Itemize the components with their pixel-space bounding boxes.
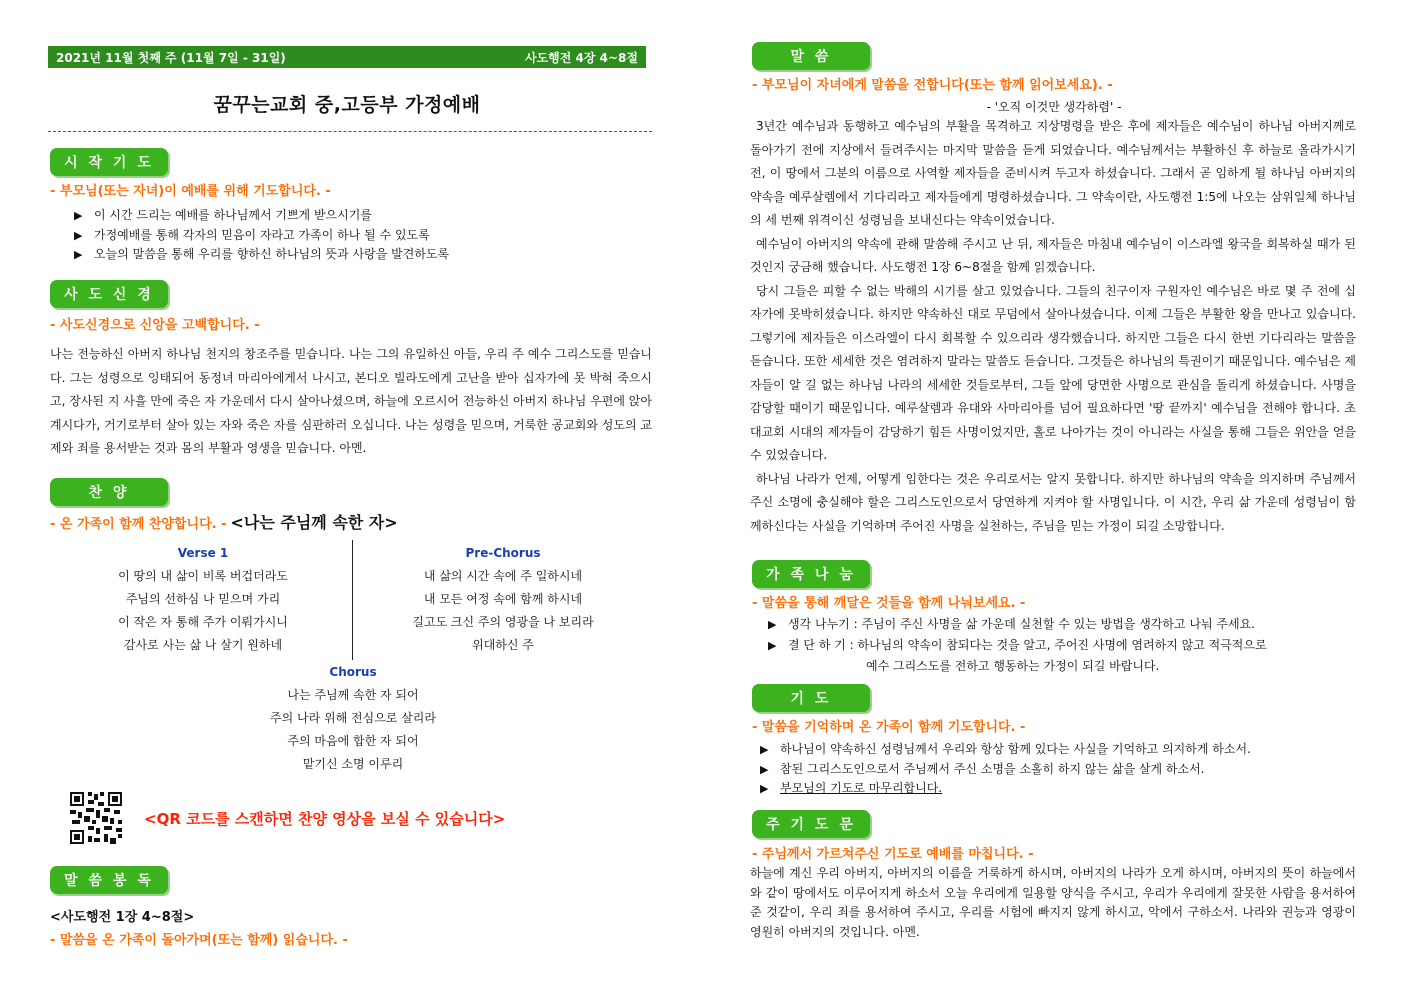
triangle-bullet-icon: ▶ xyxy=(768,639,777,652)
section-label-prayer: 기 도 xyxy=(752,684,870,712)
qr-code-icon[interactable] xyxy=(68,790,124,846)
scripture-ref: 사도행전 4장 4~8절 xyxy=(524,50,638,65)
list-item: ▶ 부모님의 기도로 마무리합니다. xyxy=(760,779,1251,799)
reading-ref: <사도행전 1장 4~8절> xyxy=(50,910,195,925)
list-item: ▶ 가정예배를 통해 각자의 믿음이 자라고 가족이 하나 될 수 있도록 xyxy=(74,226,449,246)
chorus-block: Chorus 나는 주님께 속한 자 되어 주의 나라 위해 전심으로 살리라 주의 마음에 합한 자 되어 맡기신 소명 이루리 xyxy=(228,661,478,776)
list-item: ▶ 하나님이 약속하신 성령님께서 우리와 항상 함께 있다는 사실을 기억하고 의지하게 하소서. xyxy=(760,740,1251,760)
list-item: ▶ 결 단 하 기 : 하나님의 약속이 참되다는 것을 알고, 주어진 사명에 염려하지 않고 적극적으로 xyxy=(768,635,1267,656)
section-label-opening-prayer: 시 작 기 도 xyxy=(50,148,168,176)
list-item: ▶ 참된 그리스도인으로서 주님께서 주신 소명을 소홀히 하지 않는 삶을 살게 하소서. xyxy=(760,760,1251,780)
song-title: <나는 주님께 속한 자> xyxy=(230,513,398,532)
list-item: ▶ 생각 나누기 : 주님이 주신 사명을 삶 가운데 실천할 수 있는 방법을 생각하고 나눠 주세요. xyxy=(768,614,1267,635)
sermon-body xyxy=(750,115,1356,538)
triangle-bullet-icon: ▶ xyxy=(768,618,777,631)
chorus-heading: Chorus xyxy=(329,665,377,679)
verse-block: Verse 1 이 땅의 내 삶이 비록 버겁더라도 주님의 선하심 나 믿으며 가리 이 작은 자 통해 주가 이뤄가시니 감사로 사는 삶 나 살기 원하네 xyxy=(108,542,298,657)
lyrics-divider xyxy=(352,540,353,660)
page-title: 꿈꾸는교회 중,고등부 가정예배 xyxy=(213,94,481,116)
sharing-instruction: - 말씀을 통해 깨달은 것들을 함께 나눠보세요. - xyxy=(752,596,1026,611)
lords-prayer-instruction: - 주님께서 가르쳐주신 기도로 예배를 마칩니다. - xyxy=(752,847,1034,862)
sermon-paragraph: 하나님 나라가 언제, 어떻게 임한다는 것은 우리로서는 알지 못합니다. 하지만 하나님의 약속을 의지하며 주님께서 주신 소명에 충실해야 할은 그리스도인으로서 당연하게 지켜야 할 사명입니다. 이 시간, 우리 삶 가운데 성령님이 함께하신다는 사실을 기억하며 주어진 사명을 실천하는, 주님을 믿는 가정이 되길 소망합니다. xyxy=(750,471,1356,533)
pre-chorus-heading: Pre-Chorus xyxy=(465,546,541,560)
creed-text: 나는 전능하신 아버지 하나님 천지의 창조주를 믿습니다. 나는 그의 유일하신 아들, 우리 주 예수 그리스도를 믿습니다. 그는 성령으로 잉태되어 동정녀 마리아에게서 나시고, 본디오 빌라도에게 고난을 받아 십자가에 못 박혀 죽으시고, 장사된 지 사흘 만에 죽은 자 가운데서 다시 살아나셨으며, 하늘에 오르시어 전능하신 아버지 하나님 우편에 앉아계시다가, 거기로부터 살아 있는 자와 죽은 자를 심판하러 오십니다. 나는 성령을 믿으며, 거룩한 공교회와 성도의 교제와 죄를 용서받는 것과 몸의 부활과 영생을 믿습니다. 아멘. xyxy=(50,347,652,455)
sermon-instruction: - 부모님이 자녀에게 말씀을 전합니다(또는 함께 읽어보세요). - xyxy=(752,78,1113,93)
sharing-list: ▶ 생각 나누기 : 주님이 주신 사명을 삶 가운데 실천할 수 있는 방법을 생각하고 나눠 주세요. ▶ 결 단 하 기 : 하나님의 약속이 참되다는 것을 알고, 주어진 사명에 염려하지 않고 적극적으로 예수 그리스도를 전하고 행동하는 가정이 되길 바랍니다. xyxy=(768,614,1267,676)
date-label: 2021년 11월 첫째 주 (11월 7일 - 31일) xyxy=(56,50,286,65)
section-label-sermon: 말 씀 xyxy=(752,42,870,70)
section-label-creed: 사 도 신 경 xyxy=(50,280,168,308)
triangle-bullet-icon: ▶ xyxy=(74,228,83,242)
sermon-paragraph: 예수님이 아버지의 약속에 관해 말씀해 주시고 난 뒤, 제자들은 마침내 예수님이 이스라엘 왕국을 회복하실 때가 된 것인지 궁금해 했습니다. 사도행전 1장 6~8절을 함께 읽겠습니다. xyxy=(750,236,1356,274)
left-column xyxy=(48,0,652,992)
praise-instruction: - 온 가족이 함께 찬양합니다. - <나는 주님께 속한 자> xyxy=(50,513,398,532)
prayer-instruction: - 말씀을 기억하며 온 가족이 함께 기도합니다. - xyxy=(752,720,1026,735)
divider xyxy=(48,131,652,132)
list-item: ▶ 이 시간 드리는 예배를 하나님께서 기쁘게 받으시기를 xyxy=(74,206,449,226)
triangle-bullet-icon: ▶ xyxy=(760,743,769,756)
right-column xyxy=(750,0,1358,992)
triangle-bullet-icon: ▶ xyxy=(760,762,769,776)
triangle-bullet-icon: ▶ xyxy=(74,248,83,261)
lords-prayer-text: 하늘에 계신 우리 아버지, 아버지의 이름을 거룩하게 하시며, 아버지의 나라가 오게 하시며, 아버지의 뜻이 하늘에서와 같이 땅에서도 이루어지게 하소서 오늘 우리에게 일용할 양식을 주시고, 우리가 우리에게 잘못한 사람을 용서하여 준 것같이, 우리 죄를 용서하여 주시고, 우리를 시험에 빠지지 않게 하시고, 악에서 구하소서. 나라와 권능과 영광이 영원히 아버지의 것입니다. 아멘. xyxy=(750,866,1356,939)
triangle-bullet-icon: ▶ xyxy=(760,782,769,795)
section-label-lords-prayer: 주 기 도 문 xyxy=(752,810,870,838)
verse-heading: Verse 1 xyxy=(177,546,229,560)
sermon-paragraph: 당시 그들은 피할 수 없는 박해의 시기를 살고 있었습니다. 그들의 친구이자 구원자인 예수님은 바로 몇 주 전에 십자가에 못박히셨습니다. 하지만 약속하신 대로 무덤에서 살아나셨습니다. 이제 그들은 부활한 왕을 만나고 있습니다. 그렇기에 제자들은 이스라엘이 다시 회복할 수 있으리라 생각했습니다. 하지만 그들은 다시 한번 기다리라는 말씀을 듣습니다. 또한 세세한 것은 염려하지 말라는 말씀도 듣습니다. 그것들은 하나님의 특권이기 때문입니다. 예수님은 제자들이 알 길 없는 하나님 나라의 세세한 것들로부터, 그들 앞에 당면한 사명으로 관심을 돌리게 하셨습니다. 사명을 감당할 때이기 때문입니다. 예루살렘과 유대와 사마리아를 넘어 필요하다면 '땅 끝까지' 예수님을 전해야 합니다. 초대교회 시대의 제자들이 감당하기 힘든 사명이었지만, 홀로 나아가는 것이 아니라는 사실을 통해 그들은 위안을 얻을 수 있었습니다. xyxy=(750,283,1356,462)
reading-instruction: - 말씀을 온 가족이 돌아가며(또는 함께) 읽습니다. - xyxy=(50,933,348,948)
pre-chorus-block: Pre-Chorus 내 삶의 시간 속에 주 일하시네 내 모든 여정 속에 함께 하시네 길고도 크신 주의 영광을 나 보리라 위대하신 주 xyxy=(388,542,618,657)
header-bar xyxy=(48,46,646,68)
qr-note: <QR 코드를 스캔하면 찬양 영상을 보실 수 있습니다> xyxy=(144,810,506,828)
list-item: ▶ 오늘의 말씀을 통해 우리를 향하신 하나님의 뜻과 사랑을 발견하도록 xyxy=(74,245,449,265)
sermon-paragraph: 3년간 예수님과 동행하고 예수님의 부활을 목격하고 지상명령을 받은 후에 제자들은 예수님이 하나님 아버지께로 돌아가기 전에 지상에서 들려주시는 마지막 말씀을 듣게 되었습니다. 예수님께서는 부활하신 후 하늘로 올라가시기 전, 이 땅에서 그분의 이름으로 사역할 제자들을 준비시켜 두고자 하셨습니다. 그래서 곧 임하게 될 하나님 아버지의 약속을 예루살렘에서 기다리라고 제자들에게 명령하셨습니다. 그 약속이란, 사도행전 1:5에 나오는 삼위일체 하나님의 세 번째 위격이신 성령님을 보내신다는 약속이었습니다. xyxy=(750,119,1356,227)
sermon-subtitle: - '오직 이것만 생각하렴' - xyxy=(986,100,1122,114)
section-label-reading: 말 씀 봉 독 xyxy=(50,866,168,894)
opening-prayer-instruction: - 부모님(또는 자녀)이 예배를 위해 기도합니다. - xyxy=(50,184,331,199)
prayer-list xyxy=(760,740,1251,799)
section-label-sharing: 가 족 나 눔 xyxy=(752,560,870,588)
opening-prayer-list xyxy=(74,206,449,265)
section-label-praise: 찬 양 xyxy=(50,478,168,506)
triangle-bullet-icon: ▶ xyxy=(74,209,83,222)
creed-instruction: - 사도신경으로 신앙을 고백합니다. - xyxy=(50,318,260,333)
